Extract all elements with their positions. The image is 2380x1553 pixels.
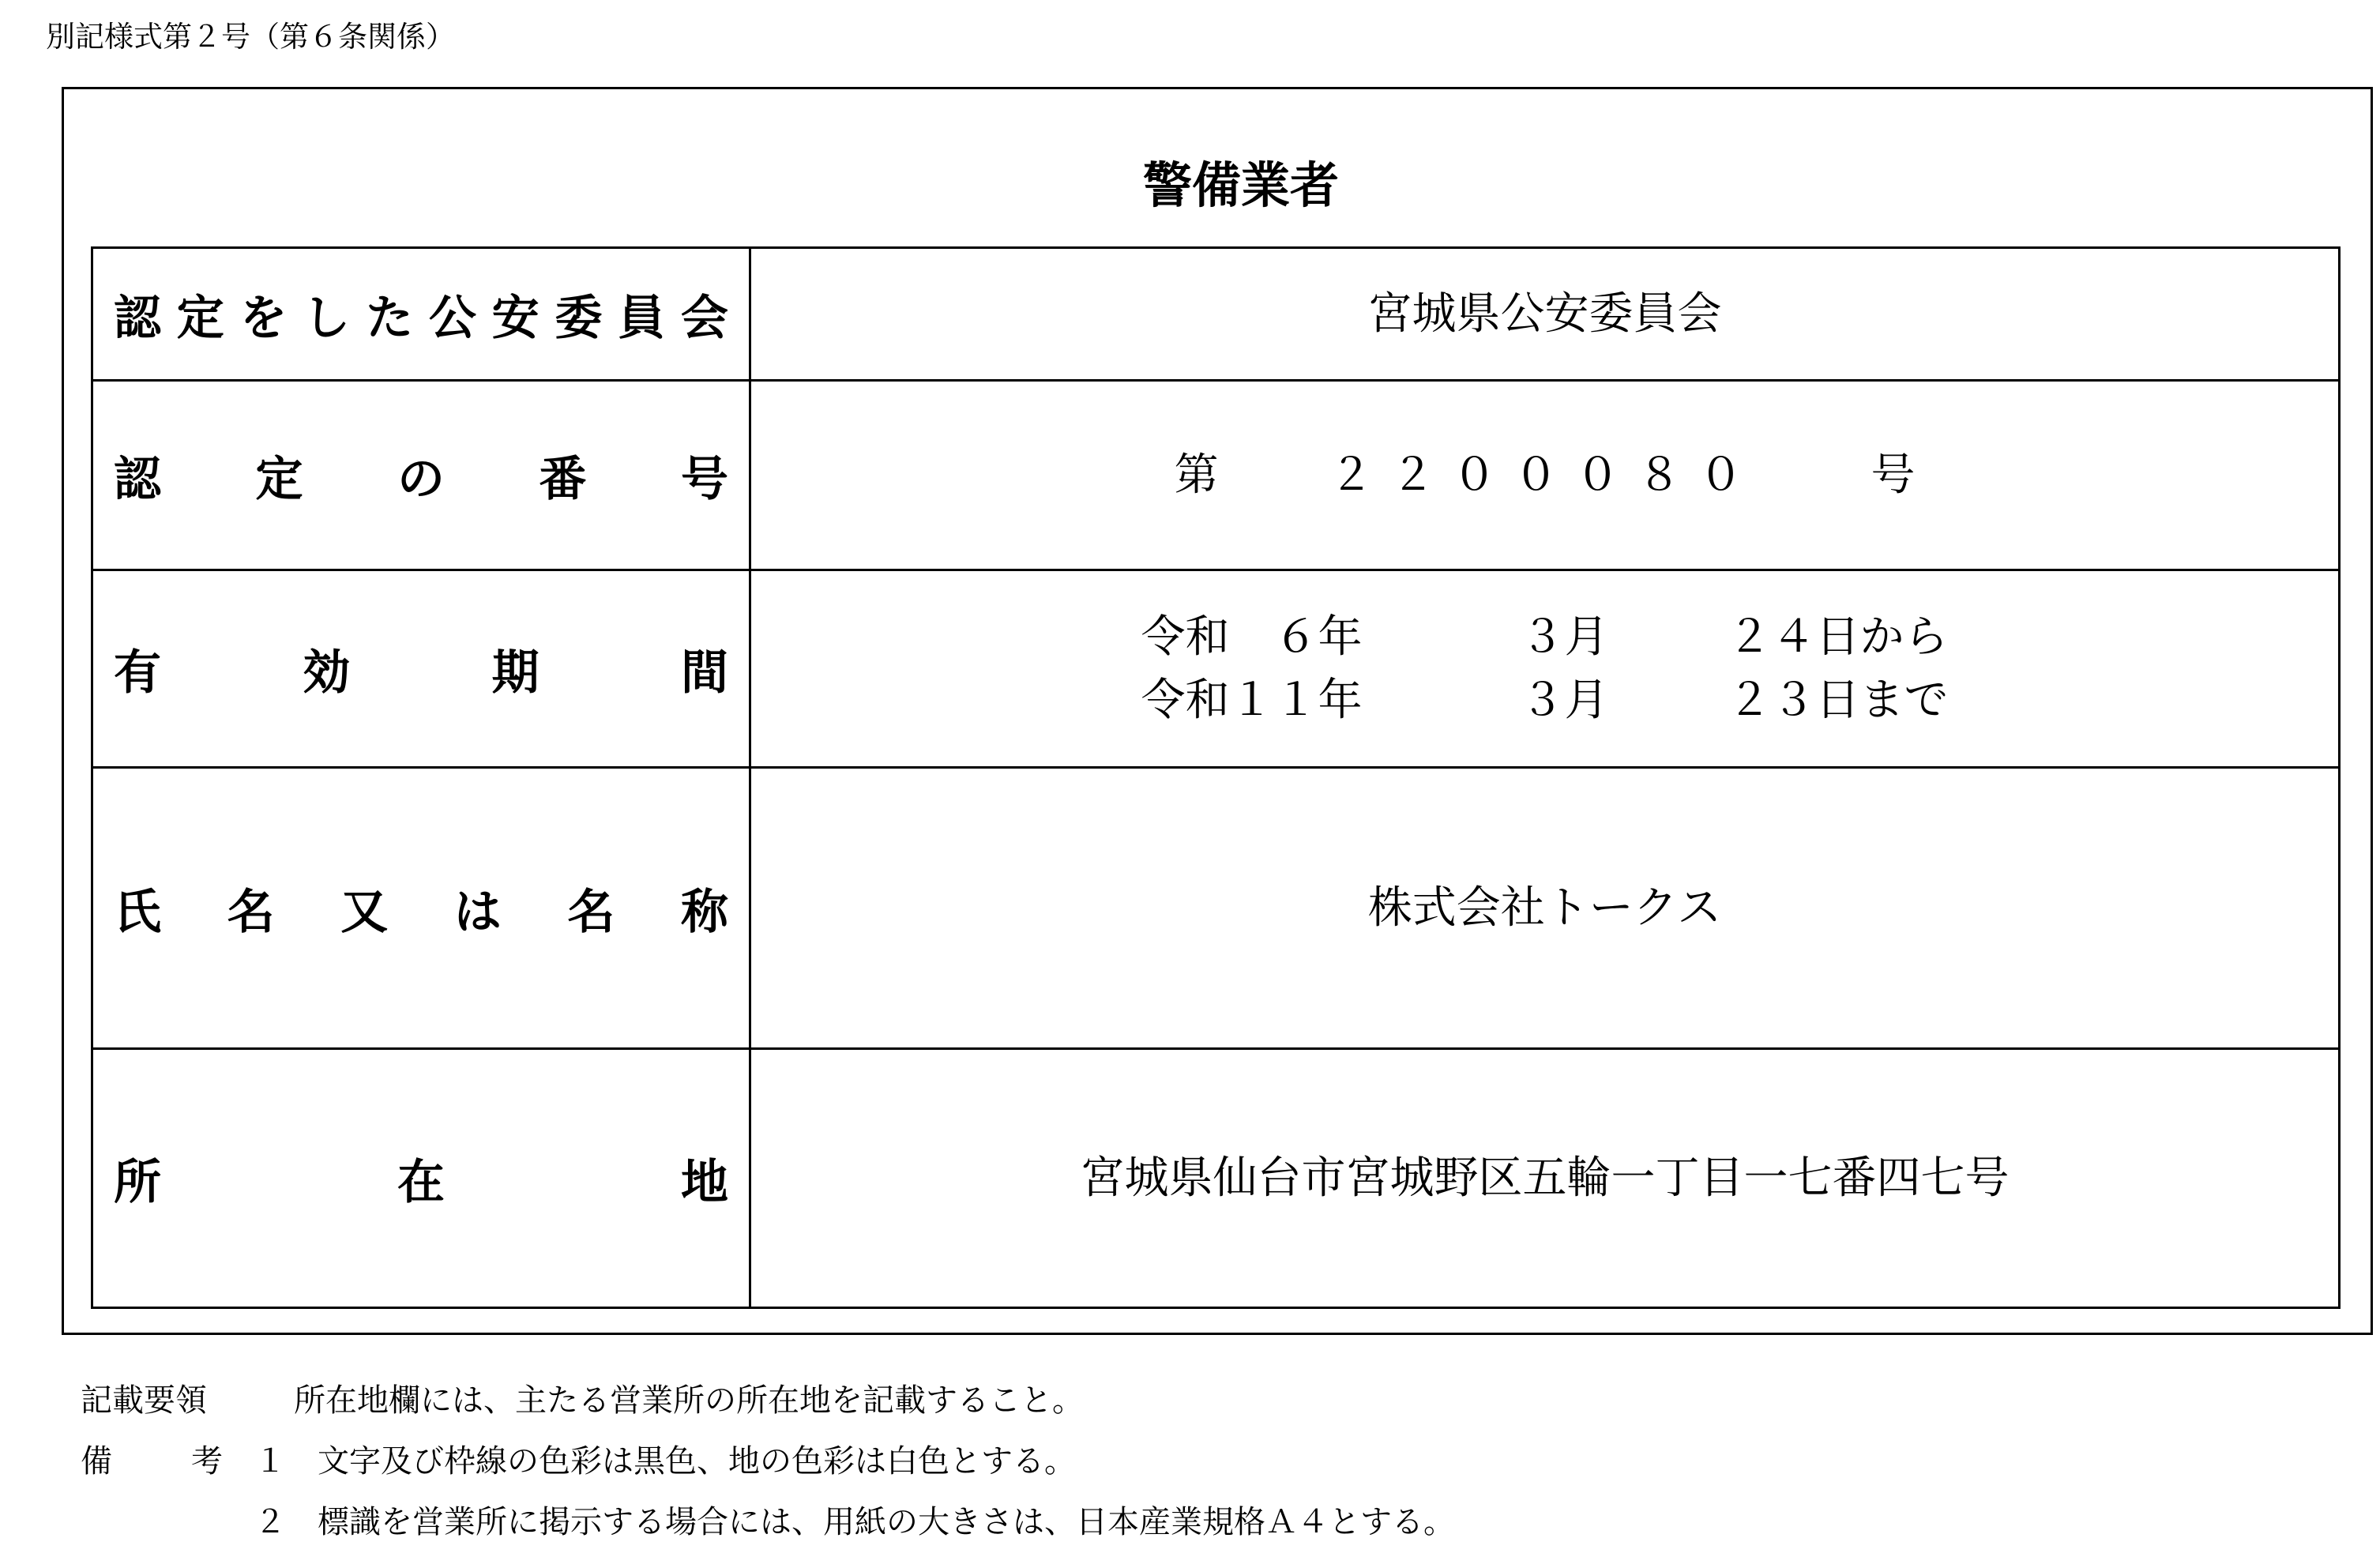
label-name	[92, 768, 750, 1049]
label-char: 員	[618, 290, 666, 346]
label-char: 公	[428, 290, 476, 346]
sign-title: 警備業者	[1142, 156, 1339, 214]
label-char: 在	[397, 1154, 445, 1210]
period-block	[1141, 606, 1949, 732]
label-number	[92, 381, 750, 570]
table-row-commission	[92, 248, 2340, 381]
label-char: 氏	[114, 884, 161, 940]
label-char: 間	[680, 645, 728, 701]
period-to: 令和１１年 ３月 ２３日まで	[1141, 674, 1949, 726]
sign-table	[91, 246, 2341, 1309]
label-char: 号	[681, 451, 728, 507]
instructions-text: 所在地欄には、主たる営業所の所在地を記載すること。	[294, 1382, 1084, 1419]
label-char: 定	[176, 290, 224, 346]
remarks-label	[81, 1431, 223, 1492]
label-char: を	[239, 290, 288, 346]
commission-text: 宮城県公安委員会	[1367, 288, 1722, 340]
label-char: 委	[555, 290, 603, 346]
label-char: し	[303, 290, 351, 346]
value-address	[750, 1049, 2340, 1308]
table-row-period	[92, 570, 2340, 768]
number-value: ２２０００８０	[1329, 449, 1761, 501]
remark-text-2: 標識を営業所に掲示する場合には、用紙の大きさは、日本産業規格Ａ４とする。	[318, 1504, 1455, 1540]
table-row-name	[92, 768, 2340, 1049]
label-commission	[92, 248, 750, 381]
label-char: 会	[680, 290, 728, 346]
table-row-address	[92, 1049, 2340, 1308]
address-text: 宮城県仙台市宮城野区五輪一丁目一七番四七号	[1080, 1152, 2010, 1204]
label-char: 称	[680, 884, 728, 940]
value-period	[750, 570, 2340, 768]
label-char: 期	[491, 645, 540, 701]
value-number	[750, 381, 2340, 570]
period-from: 令和 ６年 ３月 ２４日から	[1141, 611, 1949, 663]
value-name	[750, 768, 2340, 1049]
number-suffix: 号	[1871, 449, 1916, 501]
label-char: 番	[539, 451, 587, 507]
number-prefix: 第	[1174, 449, 1219, 501]
note-remark-1: 備 考 １ 文字及び枠線の色彩は黒色、地の色彩は白色とする。	[81, 1431, 1455, 1492]
label-char: 名	[227, 884, 275, 940]
label-char: 所	[114, 1154, 161, 1210]
label-char: 又	[340, 884, 389, 940]
label-char: 名	[567, 884, 615, 940]
form-number: 別記様式第２号（第６条関係）	[46, 20, 455, 54]
label-char: 効	[303, 645, 351, 701]
table-row-number	[92, 381, 2340, 570]
label-char: 備	[81, 1443, 112, 1480]
label-char: 地	[681, 1154, 728, 1210]
instructions-label: 記載要領	[81, 1382, 207, 1419]
label-period	[92, 570, 750, 768]
label-char: 有	[114, 645, 161, 701]
label-char: た	[366, 290, 414, 346]
label-char: 定	[255, 451, 303, 507]
label-address	[92, 1049, 750, 1308]
notes	[81, 1371, 1455, 1553]
value-commission	[750, 248, 2340, 381]
note-instructions	[81, 1371, 1455, 1431]
label-char: 認	[114, 290, 161, 346]
note-remark-2: ２ 標識を営業所に掲示する場合には、用紙の大きさは、日本産業規格Ａ４とする。	[81, 1492, 1455, 1553]
name-text: 株式会社トークス	[1367, 882, 1722, 934]
label-char: の	[397, 451, 445, 507]
remark-text-1: 文字及び枠線の色彩は黒色、地の色彩は白色とする。	[318, 1443, 1076, 1480]
label-char: は	[453, 884, 502, 940]
label-char: 考	[191, 1443, 223, 1480]
label-char: 安	[491, 290, 540, 346]
label-char: 認	[114, 451, 161, 507]
